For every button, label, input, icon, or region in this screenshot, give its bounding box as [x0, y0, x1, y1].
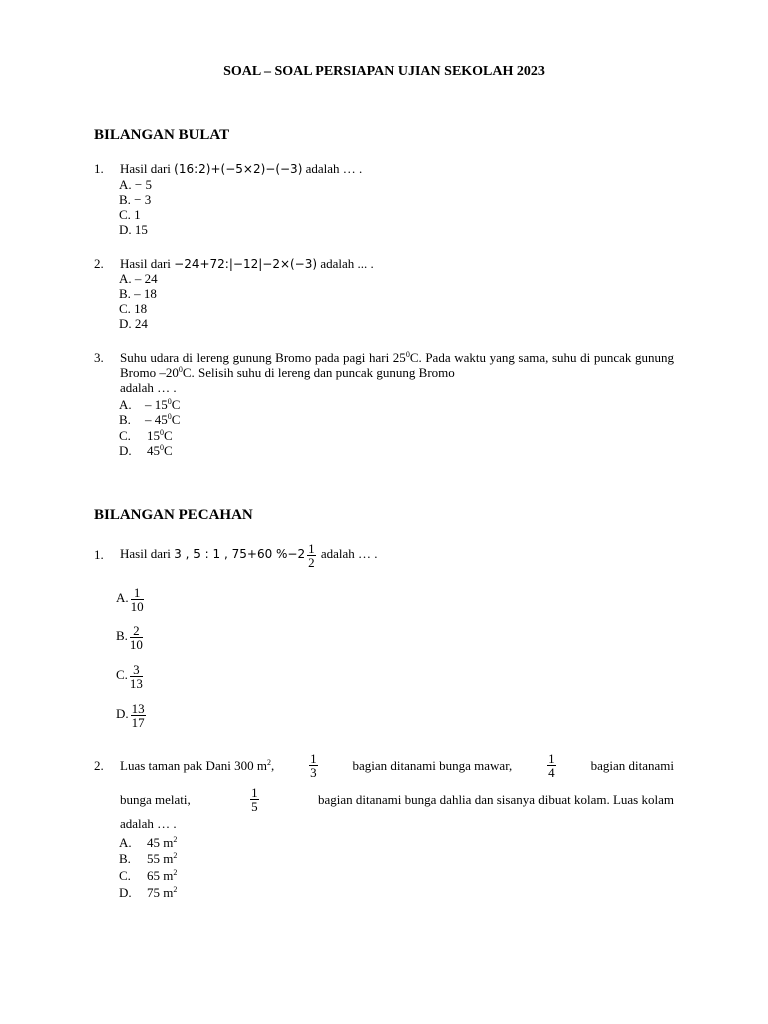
degree-sup: 0	[167, 397, 172, 406]
degree-sup: 0	[160, 443, 164, 452]
option-unit: C	[171, 412, 181, 427]
option-label: A.	[119, 397, 132, 412]
text: Luas taman pak Dani 300 m	[120, 757, 267, 773]
question-line	[120, 749, 674, 781]
text: bunga melati,	[120, 791, 191, 807]
fraction-denominator: 13	[129, 675, 143, 691]
answer-option	[116, 583, 146, 613]
option-value: 15	[147, 428, 160, 443]
option-label: C.	[119, 428, 131, 443]
question-line: Suhu udara di lereng gunung Bromo pada pagi hari 25	[120, 350, 406, 365]
question-text	[120, 161, 362, 177]
answer-option	[116, 699, 148, 729]
degree-sup: 0	[167, 412, 172, 421]
fraction-denominator: 10	[129, 636, 143, 652]
answer-option	[116, 621, 145, 651]
answer-option	[116, 660, 145, 690]
option-unit: C	[164, 428, 173, 443]
answer-option: A. − 5	[119, 177, 152, 192]
fraction-denominator: 10	[130, 598, 144, 614]
option-label: A.	[116, 590, 129, 605]
fraction-numerator: 1	[251, 784, 258, 800]
mixed-fraction	[307, 542, 316, 569]
question-prefix: Hasil dari	[120, 546, 171, 561]
question-suffix: adalah … .	[320, 546, 378, 561]
fraction	[309, 752, 318, 779]
square-sup: 2	[173, 851, 178, 860]
fraction-numerator: 1	[548, 750, 555, 766]
option-label: D.	[116, 706, 129, 721]
option-fraction	[131, 702, 146, 729]
answer-option	[119, 885, 177, 900]
fraction-denominator: 17	[131, 714, 145, 730]
question-line: C. Pada waktu yang sama, suhu	[409, 350, 577, 365]
answer-option: D. 15	[119, 222, 148, 237]
option-label: D.	[119, 885, 132, 900]
question-line	[120, 783, 674, 815]
answer-option: C. 1	[119, 207, 141, 222]
option-value: – 45	[145, 412, 168, 427]
answer-option: D. 24	[119, 316, 148, 331]
fraction-denominator: 4	[548, 764, 555, 780]
answer-option	[119, 868, 177, 883]
text-segment	[120, 758, 274, 773]
question-text	[120, 350, 674, 395]
option-value: – 15	[145, 397, 168, 412]
fraction-denominator: 3	[310, 764, 317, 780]
question-line: adalah … .	[120, 380, 177, 395]
answer-option	[119, 397, 180, 412]
option-label: B.	[119, 851, 131, 866]
fraction-numerator: 1	[310, 750, 317, 766]
answer-option	[119, 428, 173, 443]
degree-sup: 0	[178, 365, 183, 374]
question-line: C. Selisih suhu di lereng dan puncak gunung Bromo	[182, 365, 455, 380]
text: bagian ditanami bunga mawar,	[352, 757, 513, 773]
question-text	[120, 539, 378, 569]
question-prefix: Hasil dari	[120, 256, 171, 271]
text: bagian ditanami bunga dahlia dan sisanya dibuat kolam. Luas kolam	[318, 791, 674, 807]
answer-option: B. – 18	[119, 286, 157, 301]
option-unit: C	[164, 443, 173, 458]
square-sup: 2	[173, 868, 178, 877]
option-label: B.	[116, 628, 128, 643]
option-value: 45	[147, 443, 160, 458]
option-value: 45 m	[147, 835, 174, 850]
option-label: D.	[119, 443, 132, 458]
answer-option	[119, 443, 173, 458]
fraction	[547, 752, 556, 779]
square-sup: 2	[173, 835, 178, 844]
question-prefix: Hasil dari	[120, 161, 171, 176]
option-fraction	[130, 663, 143, 690]
square-sup: 2	[173, 885, 178, 894]
math-expression: 3 , 5 : 1 , 75+60 %−2	[174, 547, 306, 561]
question-line: adalah … .	[120, 816, 177, 831]
question-suffix: adalah ... .	[320, 256, 374, 271]
text: bagian ditanami	[590, 757, 674, 773]
section-heading-bilangan-bulat: BILANGAN BULAT	[94, 127, 230, 143]
fraction-numerator: 13	[131, 700, 145, 716]
math-expression: −24+72:|−12|−2×(−3)	[174, 257, 318, 271]
page-title: SOAL – SOAL PERSIAPAN UJIAN SEKOLAH 2023	[223, 64, 545, 79]
option-label: A.	[119, 835, 132, 850]
fraction-numerator: 2	[130, 624, 143, 638]
fraction-denominator: 2	[308, 554, 315, 570]
degree-sup: 0	[160, 428, 164, 437]
fraction-numerator: 1	[308, 540, 315, 556]
option-label: B.	[119, 412, 131, 427]
option-fraction	[130, 624, 143, 651]
option-value: 75 m	[147, 885, 174, 900]
fraction-numerator: 1	[131, 586, 144, 600]
option-label: C.	[116, 667, 128, 682]
question-number: 2.	[94, 758, 104, 773]
fraction-numerator: 3	[130, 663, 143, 677]
answer-option: B. − 3	[119, 192, 152, 207]
fraction	[250, 786, 259, 813]
answer-option	[119, 412, 180, 427]
answer-option	[119, 851, 177, 866]
question-suffix: adalah … .	[305, 161, 363, 176]
answer-option: A. – 24	[119, 271, 158, 286]
option-value: 65 m	[147, 868, 174, 883]
degree-sup: 0	[405, 350, 410, 359]
math-expression: (16:2)+(−5×2)−(−3)	[174, 162, 303, 176]
section-heading-bilangan-pecahan: BILANGAN PECAHAN	[94, 507, 253, 523]
square-sup: 2	[266, 757, 271, 767]
question-number: 1.	[94, 547, 104, 562]
question-line: di puncak gunung Bromo –20	[120, 350, 675, 380]
option-value: 55 m	[147, 851, 174, 866]
fraction-denominator: 5	[251, 798, 258, 814]
text: ,	[270, 757, 275, 773]
option-unit: C	[171, 397, 181, 412]
option-label: C.	[119, 868, 131, 883]
question-number: 2.	[94, 256, 104, 271]
question-text	[120, 256, 374, 272]
answer-option: C. 18	[119, 301, 148, 316]
answer-option	[119, 835, 177, 850]
question-number: 1.	[94, 161, 104, 176]
option-fraction	[131, 586, 144, 613]
question-number: 3.	[94, 350, 104, 365]
